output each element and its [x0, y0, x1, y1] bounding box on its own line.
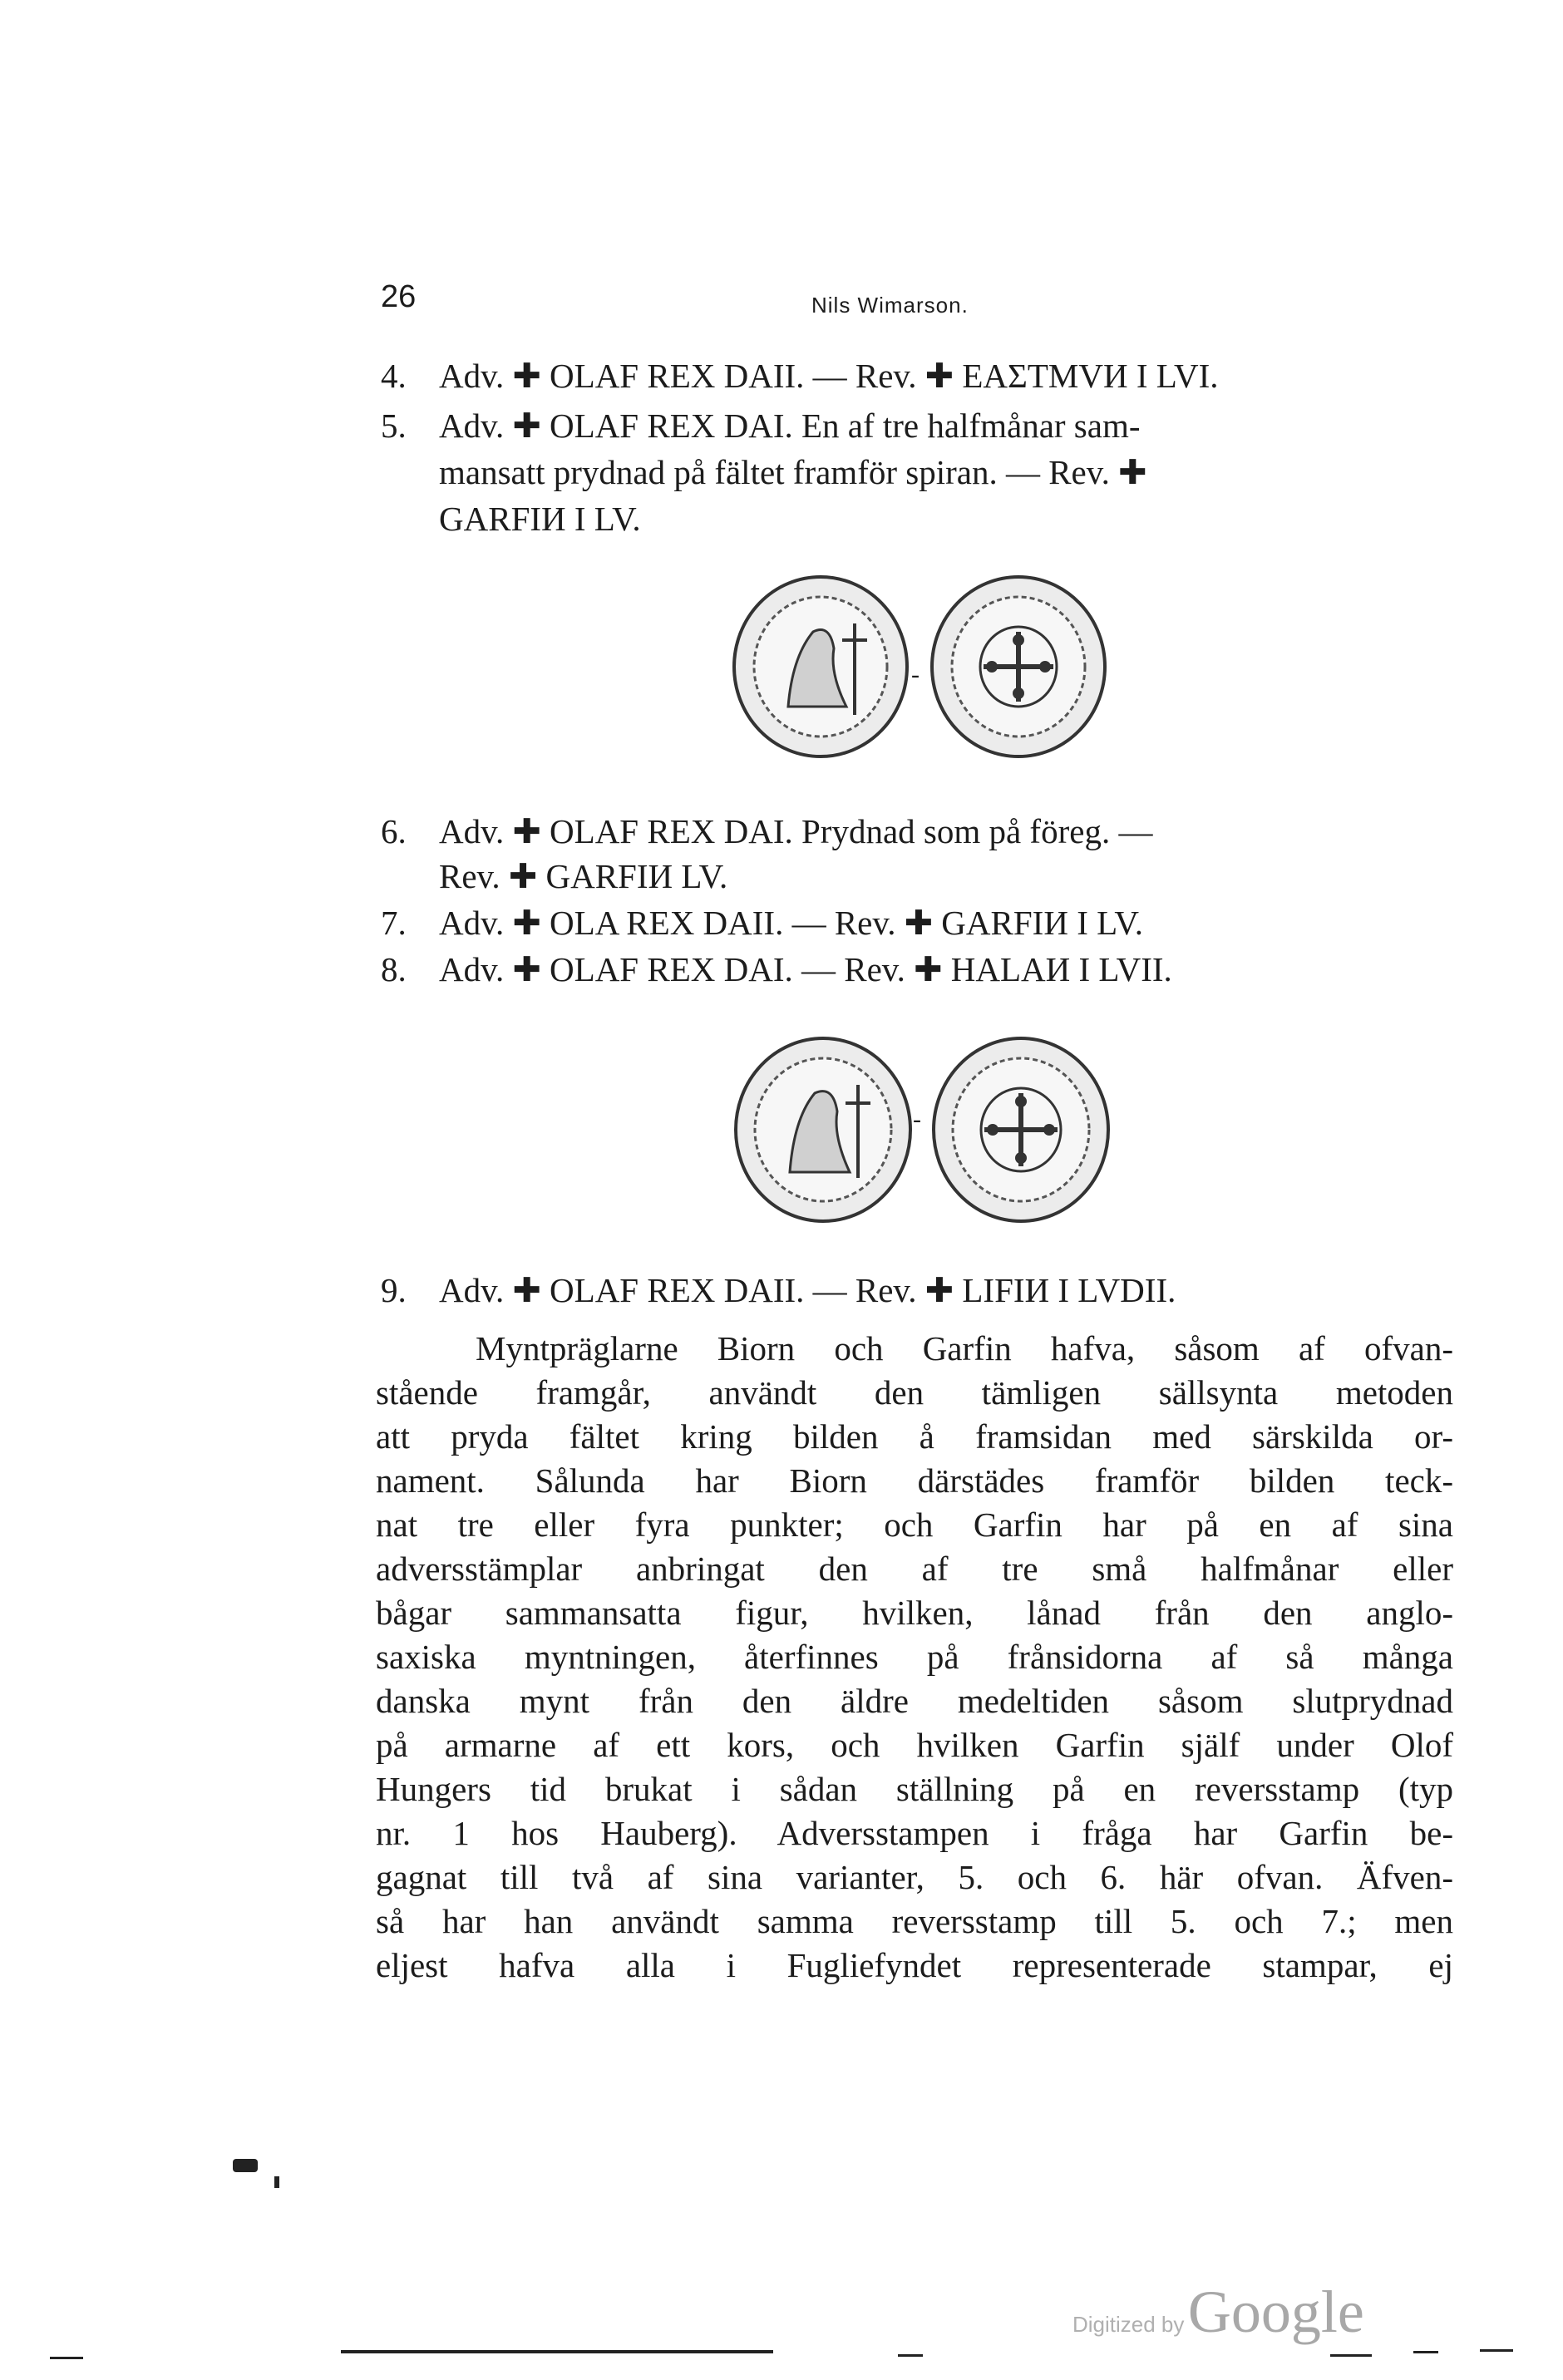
scan-mark [233, 2159, 258, 2172]
scan-bottom-rule [341, 2350, 773, 2353]
entry-6 [381, 808, 1152, 855]
paragraph-line: danska mynt från den äldre medeltiden såsom slutprydnad [376, 1682, 1453, 1720]
entry-text: Adv. ✚ OLAF REX DAII. — Rev. ✚ EAΣTMVИ I LVI. [439, 357, 1219, 395]
entry-8 [381, 946, 1172, 993]
coin-illustration-obverse-2 [732, 1035, 915, 1224]
scan-mark [274, 2176, 279, 2188]
digitized-watermark [1072, 2278, 1364, 2347]
paragraph-line: stående framgår, användt den tämligen sällsynta metoden [376, 1373, 1453, 1412]
paragraph-line: så har han användt samma reversstamp till 5. och 7.; men [376, 1902, 1453, 1940]
paragraph-line: Myntpräglarne Biorn och Garfin hafva, såsom af ofvan- [476, 1329, 1453, 1367]
paragraph-line: eljest hafva alla i Fugliefyndet representerade stampar, ej [376, 1946, 1453, 1984]
entry-text: Adv. ✚ OLAF REX DAI. En af tre halfmånar sam- [439, 407, 1141, 445]
entry-number: 5. [381, 407, 407, 445]
entry-5-line-3: GARFIИ I LV. [439, 500, 641, 538]
paragraph-line: gagnat till två af sina varianter, 5. och 6. här ofvan. Äfven- [376, 1858, 1453, 1896]
scan-bottom-rule [50, 2357, 83, 2359]
coin-illustration-reverse-2 [929, 1035, 1112, 1224]
paragraph-line: nat tre eller fyra punkter; och Garfin har på en af sina [376, 1505, 1453, 1544]
paragraph-line: nament. Sålunda har Biorn därstädes framför bilden teck- [376, 1461, 1453, 1500]
paragraph-line: att pryda fältet kring bilden å framsidan med särskilda or- [376, 1417, 1453, 1456]
coin-illustration-obverse-1 [730, 574, 911, 761]
coin-separator: - [911, 661, 920, 688]
entry-7 [381, 899, 1143, 946]
paragraph-line: bågar sammansatta figur, hvilken, lånad från den anglo- [376, 1594, 1453, 1632]
coin-separator: - [913, 1106, 921, 1133]
paragraph-line: saxiska myntningen, återfinnes på frånsidorna af så många [376, 1638, 1453, 1676]
entry-number: 9. [381, 1271, 407, 1309]
entry-4 [381, 352, 1219, 399]
paragraph-line: Hungers tid brukat i sådan ställning på en reversstamp (typ [376, 1770, 1453, 1808]
entry-number: 8. [381, 950, 407, 988]
entry-5 [381, 402, 1141, 449]
scan-bottom-rule [1330, 2354, 1372, 2357]
scan-bottom-rule [1413, 2351, 1438, 2353]
entry-number: 6. [381, 812, 407, 850]
paragraph-line: nr. 1 hos Hauberg). Adversstampen i fråga har Garfin be- [376, 1814, 1453, 1852]
paragraph-line: på armarne af ett kors, och hvilken Garfin själf under Olof [376, 1726, 1453, 1764]
scan-bottom-rule [1480, 2349, 1513, 2352]
entry-5-line-2: mansatt prydnad på fältet framför spiran. — Rev. ✚ [439, 453, 1147, 491]
running-head: Nils Wimarson. [811, 293, 969, 318]
entry-number: 4. [381, 357, 407, 395]
watermark-prefix: Digitized by [1072, 2312, 1185, 2337]
entry-text: Adv. ✚ OLAF REX DAI. Prydnad som på föreg. — [439, 812, 1153, 850]
entry-text: Adv. ✚ OLA REX DAII. — Rev. ✚ GARFIИ I LV. [439, 904, 1143, 942]
entry-text: Adv. ✚ OLAF REX DAI. — Rev. ✚ HALAИ I LVII. [439, 950, 1172, 988]
entry-number: 7. [381, 904, 407, 942]
scan-bottom-rule [898, 2354, 923, 2357]
paragraph-line: adversstämplar anbringat den af tre små halfmånar eller [376, 1550, 1453, 1588]
entry-6-line-2: Rev. ✚ GARFIИ LV. [439, 857, 728, 895]
coin-illustration-reverse-1 [928, 574, 1109, 761]
page-number: 26 [381, 279, 417, 314]
entry-9 [381, 1267, 1176, 1313]
google-logo: Google [1187, 2279, 1364, 2345]
entry-text: Adv. ✚ OLAF REX DAII. — Rev. ✚ LIFIИ I LVDII. [439, 1271, 1176, 1309]
